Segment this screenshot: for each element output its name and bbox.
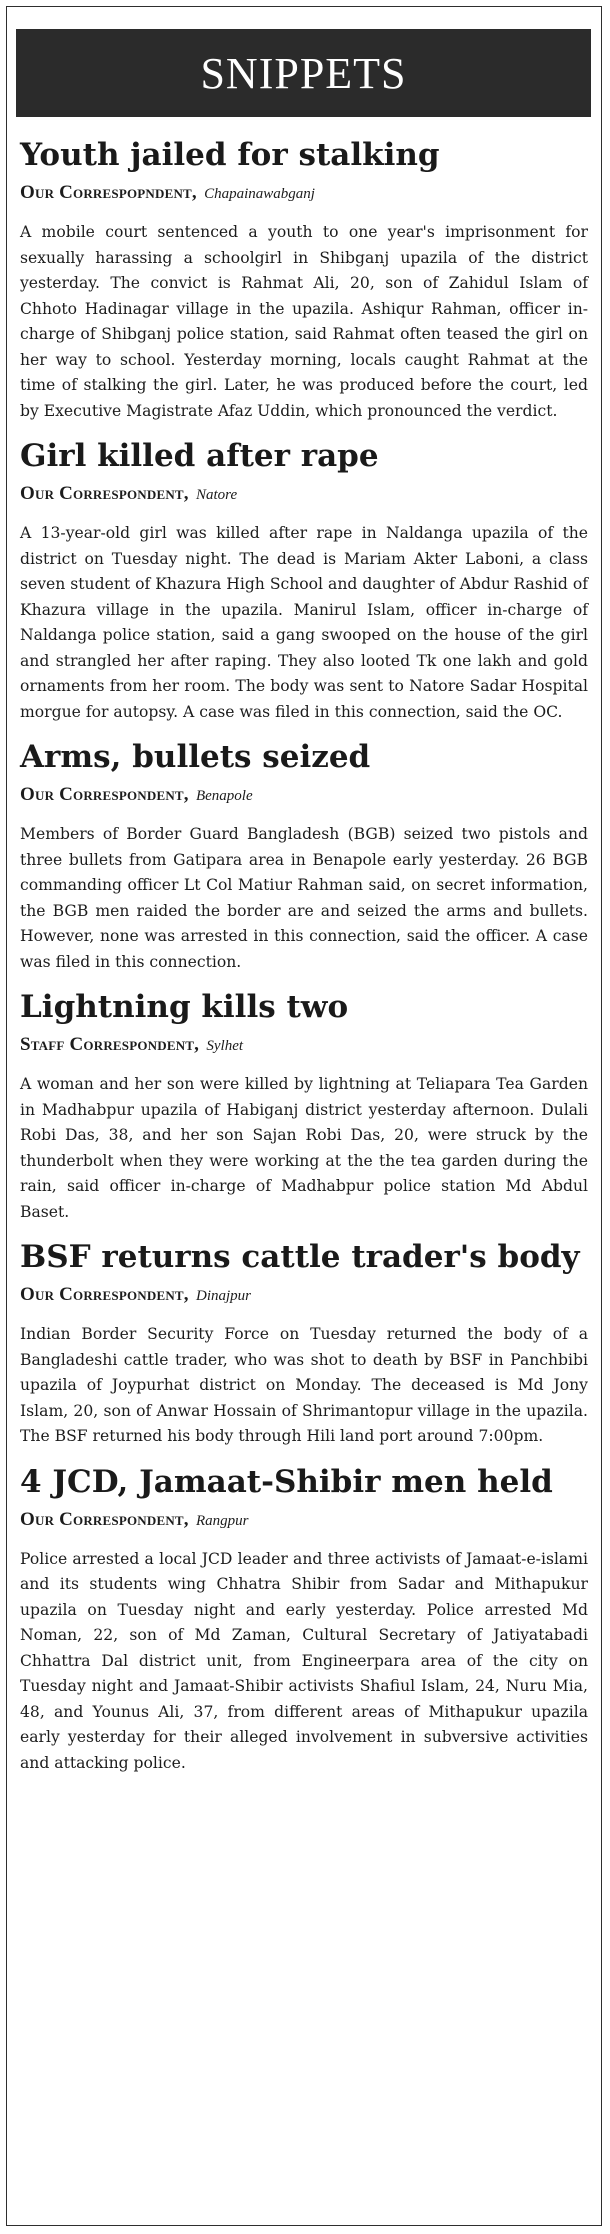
article-byline — [20, 1283, 588, 1308]
byline-location: Rangpur — [195, 1512, 249, 1529]
article — [20, 1237, 588, 1450]
article — [20, 436, 588, 725]
article-byline — [20, 482, 588, 507]
byline-author: Our Correspondent, — [20, 1508, 189, 1530]
article-body: A 13-year-old girl was killed after rape in Naldanga upazila of the district on Tuesday night. The dead is Mariam Akter Laboni, a class seven student of Khazura High School and daughter of Abdur Rashid of Khazura village in the upazila. Manirul Islam, officer in-charge of Naldanga police station, said a gang swooped on the house of the girl and strangled her after raping. They also looted Tk one lakh and gold ornaments from her room. The body was sent to Natore Sadar Hospital morgue for autopsy. A case was filed in this connection, said the OC. — [20, 524, 588, 721]
article — [20, 1462, 588, 1777]
article-byline — [20, 783, 588, 808]
article-byline — [20, 1508, 588, 1533]
article — [20, 135, 588, 424]
article-byline — [20, 1033, 588, 1058]
article-headline: Youth jailed for stalking — [20, 137, 440, 173]
section-banner — [16, 29, 591, 117]
article-body: Indian Border Security Force on Tuesday returned the body of a Bangladeshi cattle trader, who was shot to death by BSF in Panchbibi upazila of Joypurhat district on Monday. The deceased is Md Jony Islam, 20, son of Anwar Hossain of Shrimantopur village in the upazila. The BSF returned his body through Hili land port around 7:00pm. — [20, 1325, 588, 1445]
article-headline: BSF returns cattle trader's body — [20, 1239, 580, 1275]
article-body: A woman and her son were killed by lightning at Teliapara Tea Garden in Madhabpur upazila of Habiganj district yesterday afternoon. Dulali Robi Das, 38, and her son Sajan Robi Das, 20, were struck by the thunderbolt when they were working at the the tea garden during the rain, said officer in-charge of Madhabpur police station Md Abdul Baset. — [20, 1075, 588, 1221]
article-headline: 4 JCD, Jamaat-Shibir men held — [20, 1463, 553, 1500]
article-body: Members of Border Guard Bangladesh (BGB) seized two pistols and three bullets from Gatipara area in Benapole early yesterday. 26 BGB commanding officer Lt Col Matiur Rahman said, on secret information, the BGB men raided the border are and seized the arms and bullets. However, none was arrested in this connection, said the officer. A case was filed in this connection. — [20, 825, 588, 971]
article-headline: Lightning kills two — [20, 989, 349, 1025]
byline-author: Our Correspondent, — [20, 483, 189, 504]
article — [20, 987, 588, 1225]
byline-author: Our Correspopndent, — [20, 182, 197, 203]
article — [20, 737, 588, 975]
article-body: Police arrested a local JCD leader and three activists of Jamaat-e-islami and its students wing Chhatra Shibir from Sadar and Mithapukur upazila on Tuesday night and early yesterday. Police arrested Md Noman, 22, son of Md Zaman, Cultural Secretary of Jatiyatabadi Chhattra Dal district unit, from Engineerpara area of the city on Tuesday night and Jamaat-Shibir activists Shafiul Islam, 24, Nuru Mia, 48, and Younus Ali, 37, from different areas of Mithapukur upazila early yesterday for their alleged involvement in subversive activities and attacking police. — [20, 1549, 588, 1772]
byline-author: Our Correspondent, — [20, 784, 189, 805]
articles-column — [20, 135, 588, 1788]
byline-author: Our Correspondent, — [20, 1284, 189, 1305]
article-headline: Girl killed after rape — [20, 438, 379, 474]
page-frame — [6, 6, 602, 2226]
article-headline: Arms, bullets seized — [20, 739, 371, 775]
byline-location: Chapainawabganj — [204, 186, 315, 202]
byline-location: Sylhet — [206, 1038, 244, 1054]
byline-author: Staff Correspondent, — [20, 1034, 200, 1055]
section-title: SNIPPETS — [200, 48, 407, 98]
byline-location: Natore — [195, 487, 238, 503]
byline-location: Dinajpur — [195, 1288, 251, 1304]
article-body: A mobile court sentenced a youth to one year's imprisonment for sexually harassing a schoolgirl in Shibganj upazila of the district yesterday. The convict is Rahmat Ali, 20, son of Zahidul Islam of Chhoto Hadinagar village in the upazila. Ashiqur Rahman, officer in-charge of Shibganj police station, said Rahmat often teased the girl on her way to school. Yesterday morning, locals caught Rahmat at the time of stalking the girl. Later, he was produced before the court, led by Executive Magistrate Afaz Uddin, which pronounced the verdict. — [20, 223, 588, 420]
article-byline — [20, 181, 588, 206]
byline-location: Benapole — [195, 788, 253, 804]
